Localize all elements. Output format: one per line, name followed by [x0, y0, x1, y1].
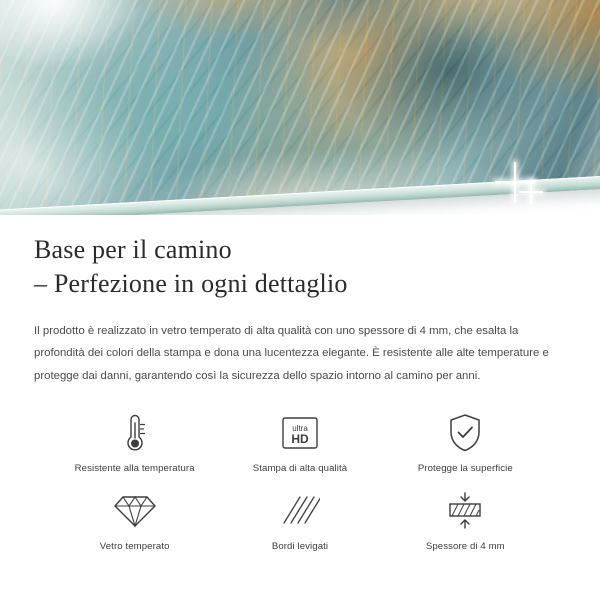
diamond-icon — [114, 488, 156, 534]
feature-grid — [34, 410, 566, 552]
hero-image-inner — [0, 0, 600, 215]
feature-item-print-quality — [217, 410, 382, 474]
content-block — [0, 215, 600, 552]
feature-label: Resistente alla temperatura — [74, 463, 195, 475]
feature-label: Protegge la superficie — [417, 463, 513, 475]
svg-text:HD: HD — [291, 432, 309, 447]
page-title-line-1: Base per il camino — [34, 235, 232, 264]
feature-item-polished-edges — [217, 488, 382, 552]
page-title-line-2: – Perfezione in ogni dettaglio — [34, 269, 348, 299]
svg-text:ultra: ultra — [292, 424, 308, 434]
hero-product-image — [0, 0, 600, 215]
feature-label: Vetro temperato — [99, 541, 170, 553]
feature-label: Spessore di 4 mm — [425, 541, 505, 553]
feature-item-thickness — [383, 488, 548, 552]
product-description-text: Il prodotto è realizzato in vetro temperato di alta qualità con uno spessore di 4 mm, che esalta la profondità dei colori della stampa e dona una lucentezza elegante. È resistente alle alte temperature e protegge dai danni, garantendo così la sicurezza dello spazio intorno al camino per anni. — [34, 324, 549, 383]
thickness-icon — [444, 488, 486, 534]
thermometer-icon — [122, 410, 148, 456]
feature-item-tempered-glass — [52, 488, 217, 552]
feature-label: Bordi levigati — [271, 541, 329, 553]
glass-panel — [0, 0, 600, 215]
bottom-spacer — [0, 584, 600, 600]
ultra-hd-icon — [280, 410, 320, 456]
feature-item-temperature-resistant — [52, 410, 217, 474]
shield-check-icon — [446, 410, 484, 456]
feature-label: Stampa di alta qualità — [252, 463, 348, 475]
page-title — [34, 233, 566, 302]
feature-item-surface-protection — [383, 410, 548, 474]
polished-edges-icon — [280, 488, 320, 534]
